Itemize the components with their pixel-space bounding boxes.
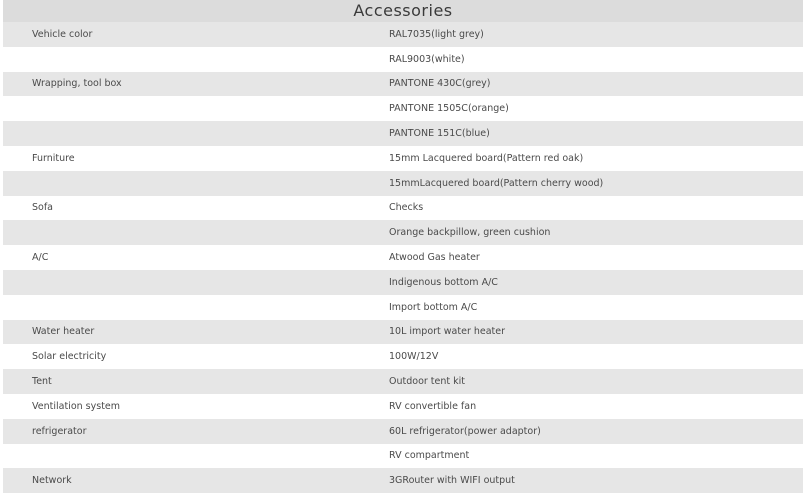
row-label: Tent: [32, 376, 52, 388]
row-label: Ventilation system: [32, 400, 121, 412]
row-value: 100W/12V: [389, 351, 439, 363]
row-value: Outdoor tent kit: [389, 376, 466, 388]
table-row: [3, 196, 803, 221]
row-value: RV convertible fan: [389, 400, 477, 412]
row-value: 60L refrigerator(power adaptor): [389, 425, 541, 437]
row-value: Atwood Gas heater: [389, 252, 480, 264]
table-row: [3, 419, 803, 444]
table-row: [3, 220, 803, 245]
table-row: [3, 394, 803, 419]
row-value: 15mm Lacquered board(Pattern red oak): [389, 152, 584, 164]
row-value: 3GRouter with WIFI output: [389, 475, 515, 487]
row-value: PANTONE 1505C(orange): [389, 103, 509, 115]
table-row: [3, 468, 803, 493]
table-row: [3, 146, 803, 171]
row-label: Vehicle color: [32, 28, 93, 40]
row-value: Import bottom A/C: [389, 301, 478, 313]
row-label: Water heater: [32, 326, 95, 338]
row-label: Sofa: [32, 202, 54, 214]
table-row: [3, 444, 803, 469]
row-value: Orange backpillow, green cushion: [389, 227, 551, 239]
row-label: Network: [32, 475, 72, 487]
row-value: RAL7035(light grey): [389, 28, 484, 40]
row-value: 15mmLacquered board(Pattern cherry wood): [389, 177, 604, 189]
row-label: Solar electricity: [32, 351, 107, 363]
row-value: PANTONE 430C(grey): [389, 78, 491, 90]
table-row: [3, 295, 803, 320]
row-label: refrigerator: [32, 425, 87, 437]
table-row: [3, 72, 803, 97]
table-row: [3, 171, 803, 196]
table-row: [3, 47, 803, 72]
row-value: Checks: [389, 202, 424, 214]
row-value: Indigenous bottom A/C: [389, 276, 498, 288]
accessories-table: [3, 0, 803, 493]
table-row: [3, 320, 803, 345]
table-row: [3, 270, 803, 295]
row-label: Furniture: [32, 152, 75, 164]
row-value: RV compartment: [389, 450, 470, 462]
table-row: [3, 96, 803, 121]
table-row: [3, 22, 803, 47]
table-title: Accessories: [3, 0, 803, 22]
table-body: [3, 22, 803, 493]
row-value: RAL9003(white): [389, 53, 465, 65]
table-row: [3, 121, 803, 146]
table-row: [3, 369, 803, 394]
row-label: Wrapping, tool box: [32, 78, 122, 90]
table-row: [3, 344, 803, 369]
row-label: A/C: [32, 252, 49, 264]
row-value: PANTONE 151C(blue): [389, 128, 490, 140]
table-row: [3, 245, 803, 270]
row-value: 10L import water heater: [389, 326, 506, 338]
